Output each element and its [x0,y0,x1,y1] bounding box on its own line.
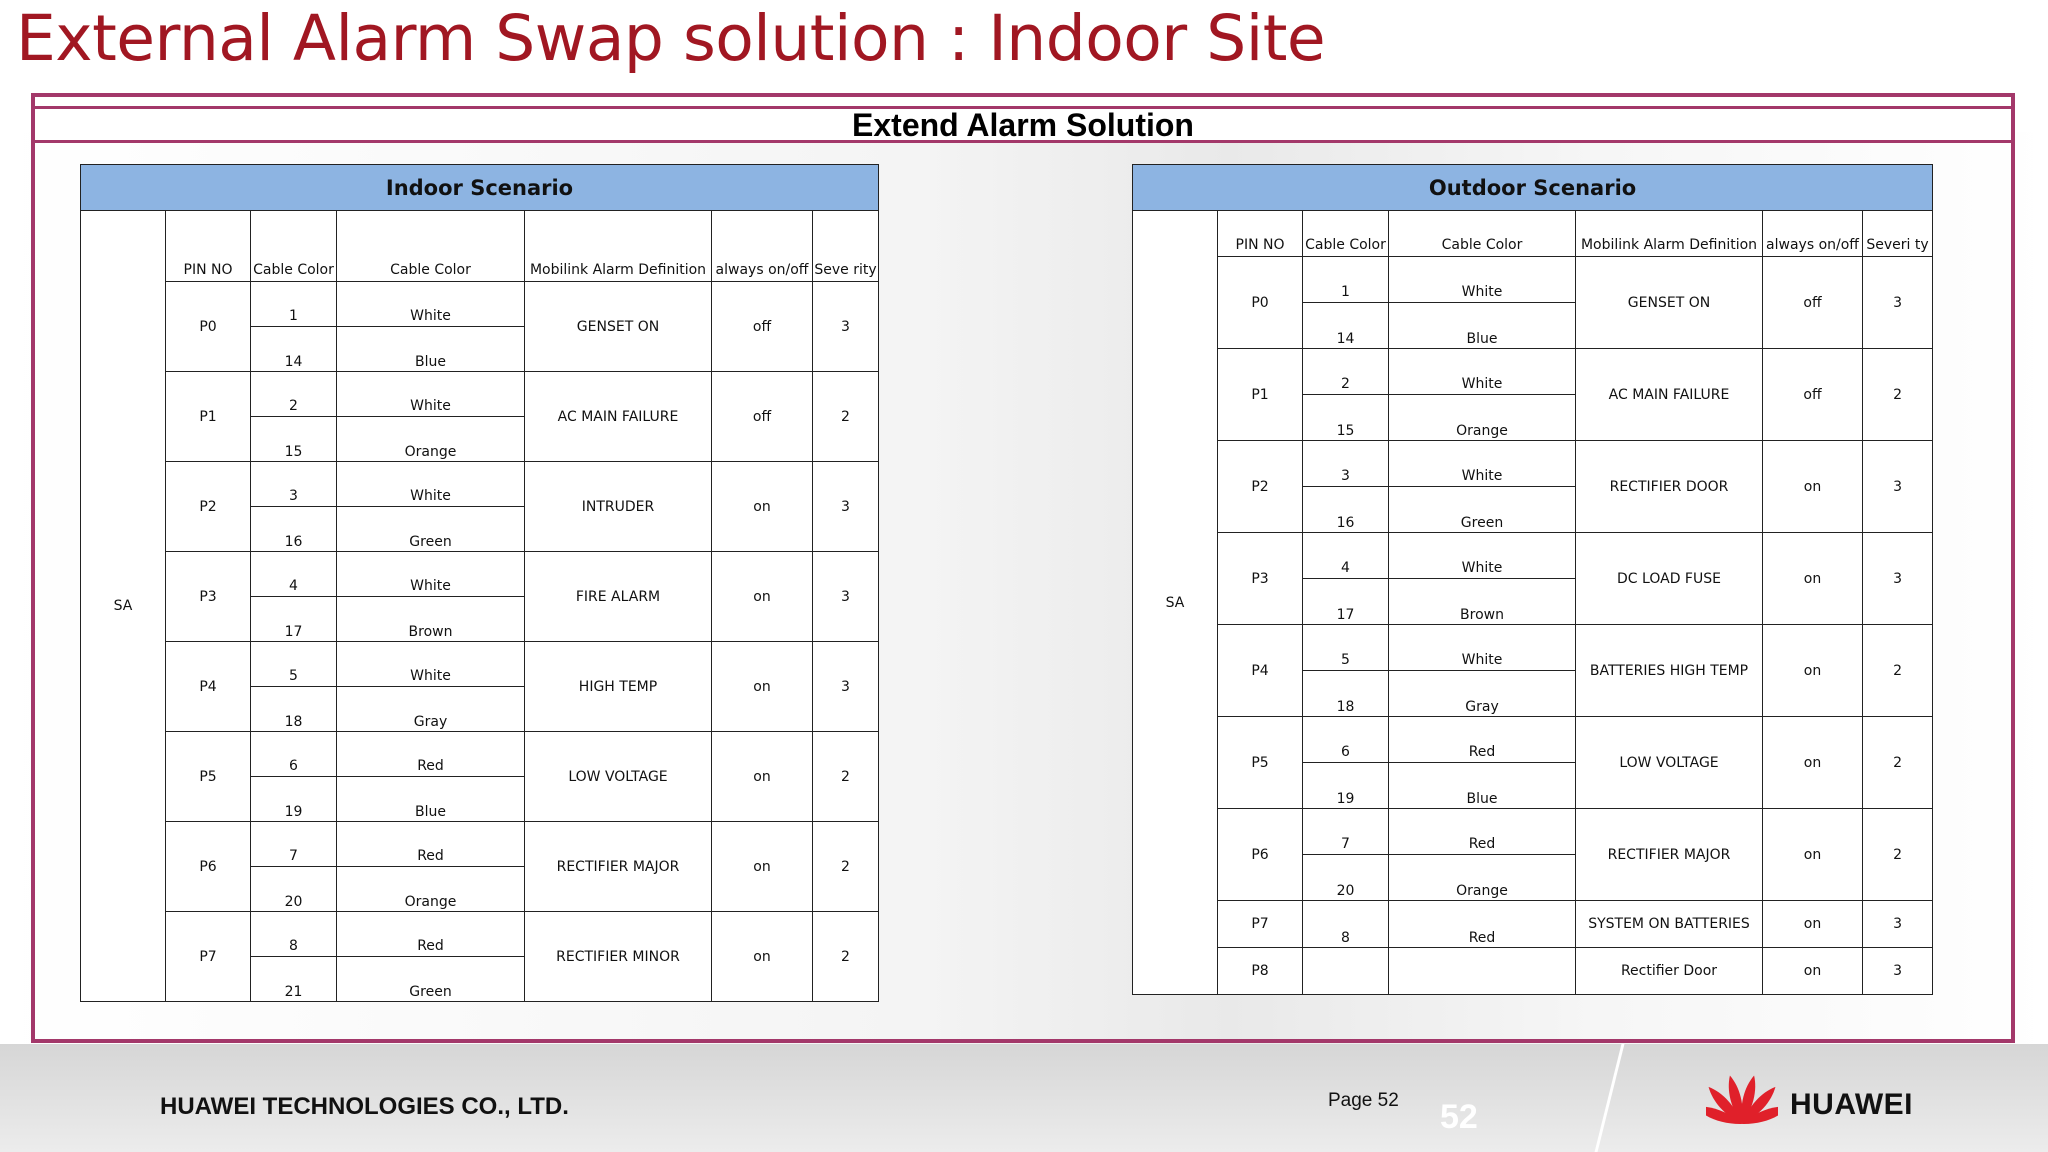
outdoor-cable-color: White [1389,441,1576,487]
outdoor-alarm-definition: GENSET ON [1576,257,1763,349]
outdoor-header-alarm-definition: Mobilink Alarm Definition [1576,211,1763,257]
outdoor-pin: P5 [1218,717,1303,809]
indoor-cable-number: 19 [251,777,337,822]
indoor-cable-number: 21 [251,957,337,1002]
indoor-severity: 2 [813,912,879,1002]
outdoor-cable-number: 16 [1303,487,1389,533]
page-label: Page 52 [1328,1090,1399,1111]
indoor-pin: P3 [166,552,251,642]
indoor-alarm-definition: AC MAIN FAILURE [525,372,712,462]
indoor-header-cable-number: Cable Color [251,211,337,282]
indoor-cable-number: 17 [251,597,337,642]
outdoor-cable-color: White [1389,625,1576,671]
outdoor-alarm-definition: DC LOAD FUSE [1576,533,1763,625]
indoor-pin: P7 [166,912,251,1002]
outdoor-pin: P1 [1218,349,1303,441]
outdoor-pin: P6 [1218,809,1303,901]
outdoor-cable-number: 18 [1303,671,1389,717]
outdoor-header-pin-no: PIN NO [1218,211,1303,257]
outdoor-always-on-off: on [1763,441,1863,533]
outdoor-cable-number: 19 [1303,763,1389,809]
outdoor-cable-number: 8 [1303,901,1389,948]
indoor-cable-color: Orange [337,867,525,912]
indoor-cable-color: White [337,552,525,597]
outdoor-cable-color: White [1389,257,1576,303]
outdoor-header-always-on-off: always on/off [1763,211,1863,257]
outdoor-cable-number: 17 [1303,579,1389,625]
outdoor-severity: 3 [1863,441,1933,533]
indoor-always-on-off: on [712,732,813,822]
indoor-pin: P4 [166,642,251,732]
indoor-header-pin-no: PIN NO [166,211,251,282]
indoor-alarm-definition: HIGH TEMP [525,642,712,732]
indoor-pin: P1 [166,372,251,462]
indoor-cable-number: 2 [251,372,337,417]
page-number: 52 [1440,1098,1478,1136]
indoor-pin: P5 [166,732,251,822]
outdoor-alarm-definition: SYSTEM ON BATTERIES [1576,901,1763,948]
outdoor-severity: 3 [1863,533,1933,625]
indoor-alarm-definition: RECTIFIER MINOR [525,912,712,1002]
indoor-cable-color: Blue [337,327,525,372]
indoor-severity: 3 [813,552,879,642]
indoor-always-on-off: on [712,462,813,552]
indoor-severity: 3 [813,642,879,732]
outdoor-always-on-off: off [1763,257,1863,349]
outdoor-pin: P4 [1218,625,1303,717]
indoor-cable-color: Gray [337,687,525,732]
huawei-flower-icon [1706,1070,1778,1128]
outdoor-cable-color: Blue [1389,303,1576,349]
indoor-pin: P0 [166,282,251,372]
outdoor-alarm-definition: AC MAIN FAILURE [1576,349,1763,441]
outdoor-cable-color: Orange [1389,855,1576,901]
indoor-cable-color: Blue [337,777,525,822]
indoor-cable-color: Red [337,732,525,777]
indoor-always-on-off: on [712,822,813,912]
indoor-always-on-off: off [712,372,813,462]
outdoor-always-on-off: on [1763,625,1863,717]
outdoor-pin: P0 [1218,257,1303,349]
indoor-cable-color: White [337,282,525,327]
indoor-cable-color: White [337,372,525,417]
indoor-cable-number: 3 [251,462,337,507]
indoor-sa-label: SA [81,211,166,1002]
outdoor-severity: 3 [1863,257,1933,349]
outdoor-always-on-off: on [1763,948,1863,995]
outdoor-cable-number: 15 [1303,395,1389,441]
outdoor-cable-color: Blue [1389,763,1576,809]
outdoor-cable-color: White [1389,349,1576,395]
outdoor-cable-number: 6 [1303,717,1389,763]
outdoor-sa-label: SA [1133,211,1218,995]
outdoor-alarm-definition: LOW VOLTAGE [1576,717,1763,809]
outdoor-cable-color: White [1389,533,1576,579]
outdoor-cable-color-empty [1389,948,1576,995]
outdoor-cable-color: Red [1389,809,1576,855]
indoor-always-on-off: on [712,642,813,732]
indoor-cable-color: White [337,642,525,687]
indoor-scenario-header: Indoor Scenario [81,165,879,211]
outdoor-pin: P8 [1218,948,1303,995]
indoor-scenario-table [80,164,879,1002]
outdoor-pin: P7 [1218,901,1303,948]
outdoor-header-cable-color: Cable Color [1389,211,1576,257]
indoor-cable-number: 16 [251,507,337,552]
indoor-cable-color: White [337,462,525,507]
outdoor-cable-number-empty [1303,948,1389,995]
outdoor-cable-color: Brown [1389,579,1576,625]
indoor-cable-number: 8 [251,912,337,957]
outdoor-alarm-definition: BATTERIES HIGH TEMP [1576,625,1763,717]
outdoor-severity: 2 [1863,625,1933,717]
outdoor-severity: 3 [1863,901,1933,948]
outdoor-cable-number: 4 [1303,533,1389,579]
indoor-cable-number: 5 [251,642,337,687]
indoor-cable-color: Green [337,507,525,552]
outdoor-header-cable-number: Cable Color [1303,211,1389,257]
indoor-alarm-definition: LOW VOLTAGE [525,732,712,822]
outdoor-severity: 2 [1863,717,1933,809]
outdoor-cable-color: Orange [1389,395,1576,441]
outdoor-alarm-definition: RECTIFIER MAJOR [1576,809,1763,901]
indoor-alarm-definition: INTRUDER [525,462,712,552]
indoor-pin: P6 [166,822,251,912]
indoor-header-always-on-off: always on/off [712,211,813,282]
outdoor-alarm-definition: Rectifier Door [1576,948,1763,995]
indoor-always-on-off: on [712,912,813,1002]
indoor-always-on-off: on [712,552,813,642]
outdoor-always-on-off: off [1763,349,1863,441]
indoor-severity: 3 [813,282,879,372]
indoor-cable-color: Brown [337,597,525,642]
indoor-cable-color: Orange [337,417,525,462]
outdoor-always-on-off: on [1763,717,1863,809]
outdoor-severity: 2 [1863,809,1933,901]
indoor-severity: 2 [813,732,879,822]
indoor-severity: 3 [813,462,879,552]
indoor-alarm-definition: RECTIFIER MAJOR [525,822,712,912]
outdoor-cable-number: 3 [1303,441,1389,487]
indoor-alarm-definition: FIRE ALARM [525,552,712,642]
outdoor-scenario-header: Outdoor Scenario [1133,165,1933,211]
outdoor-header-severity: Severi ty [1863,211,1933,257]
outdoor-always-on-off: on [1763,901,1863,948]
outdoor-cable-number: 20 [1303,855,1389,901]
company-name: HUAWEI TECHNOLOGIES CO., LTD. [160,1093,569,1120]
outdoor-severity: 2 [1863,349,1933,441]
indoor-cable-number: 18 [251,687,337,732]
outdoor-cable-color: Gray [1389,671,1576,717]
indoor-severity: 2 [813,372,879,462]
outdoor-severity: 3 [1863,948,1933,995]
outdoor-cable-number: 2 [1303,349,1389,395]
outdoor-cable-number: 1 [1303,257,1389,303]
outdoor-cable-number: 7 [1303,809,1389,855]
outdoor-cable-color: Green [1389,487,1576,533]
indoor-severity: 2 [813,822,879,912]
outdoor-pin: P2 [1218,441,1303,533]
outdoor-cable-color: Red [1389,901,1576,948]
indoor-header-alarm-definition: Mobilink Alarm Definition [525,211,712,282]
frame-title: Extend Alarm Solution [852,107,1194,143]
indoor-cable-number: 15 [251,417,337,462]
indoor-cable-number: 1 [251,282,337,327]
slide-title: External Alarm Swap solution : Indoor Site [16,2,1326,75]
indoor-cable-number: 20 [251,867,337,912]
indoor-alarm-definition: GENSET ON [525,282,712,372]
outdoor-scenario-table [1132,164,1933,995]
indoor-header-severity: Seve rity [813,211,879,282]
outdoor-pin: P3 [1218,533,1303,625]
outdoor-alarm-definition: RECTIFIER DOOR [1576,441,1763,533]
huawei-logo-text: HUAWEI [1790,1088,1913,1121]
indoor-cable-number: 4 [251,552,337,597]
outdoor-cable-number: 5 [1303,625,1389,671]
indoor-pin: P2 [166,462,251,552]
indoor-cable-color: Green [337,957,525,1002]
indoor-cable-number: 6 [251,732,337,777]
indoor-header-cable-color: Cable Color [337,211,525,282]
outdoor-always-on-off: on [1763,533,1863,625]
indoor-cable-color: Red [337,912,525,957]
outdoor-cable-color: Red [1389,717,1576,763]
indoor-always-on-off: off [712,282,813,372]
outdoor-always-on-off: on [1763,809,1863,901]
indoor-cable-number: 7 [251,822,337,867]
outdoor-cable-number: 14 [1303,303,1389,349]
indoor-cable-number: 14 [251,327,337,372]
indoor-cable-color: Red [337,822,525,867]
